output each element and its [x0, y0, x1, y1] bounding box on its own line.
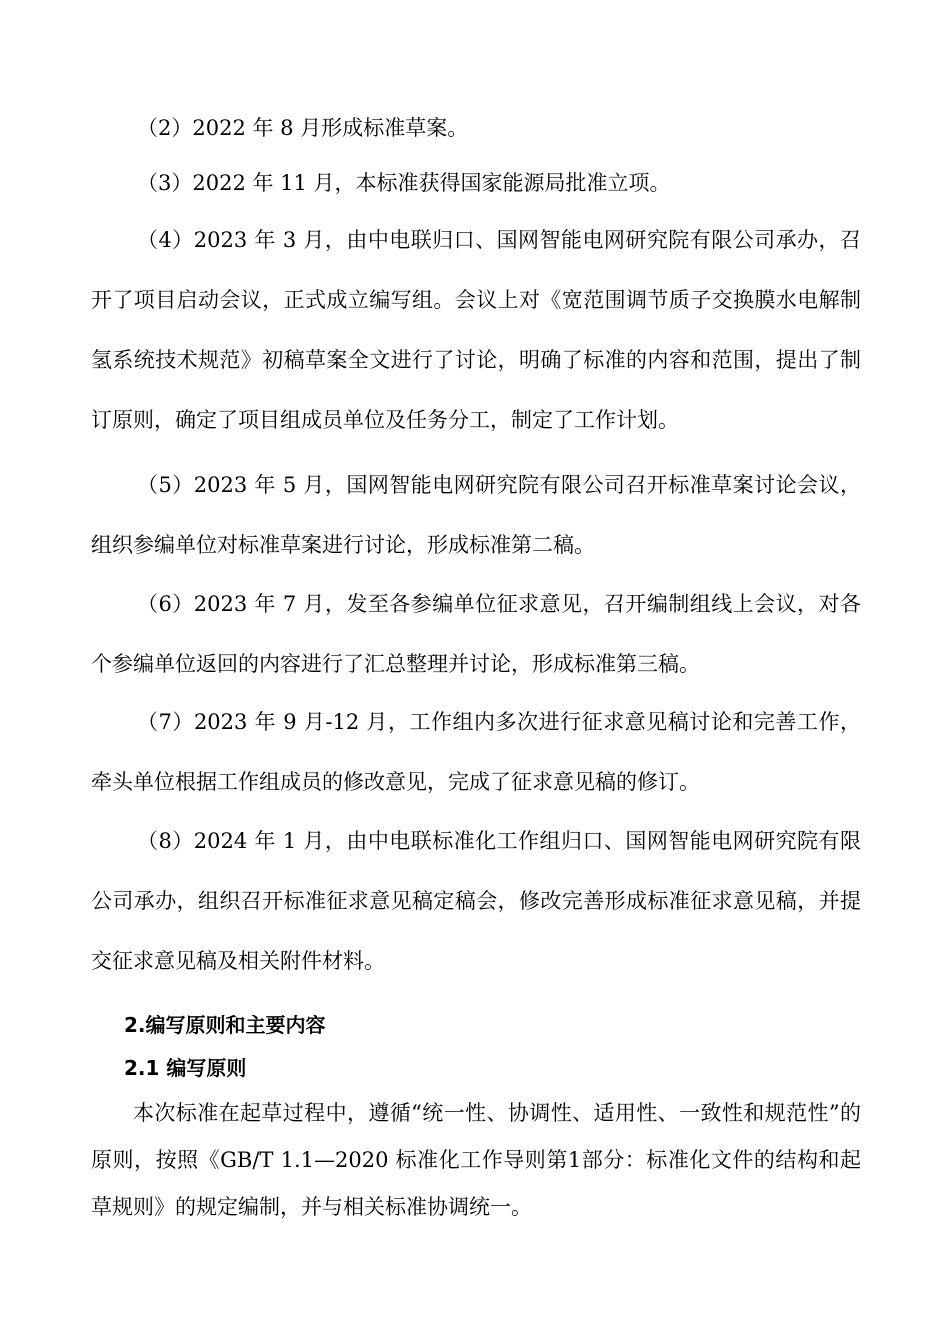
paragraph-item-5: （5）2023 年 5 月，国网智能电网研究院有限公司召开标准草案讨论会议，组织参编单位对标准草案进行讨论，形成标准第二稿。 — [91, 473, 861, 557]
section-heading: 2.编写原则和主要内容 — [124, 1013, 326, 1037]
paragraph-item-8: （8）2024 年 1 月，由中电联标准化工作组归口、国网智能电网研究院有限公司承办，组织召开标准征求意见稿定稿会，修改完善形成标准征求意见稿，并提交征求意见稿及相关附件材料。 — [91, 829, 861, 973]
paragraph-item-6: （6）2023 年 7 月，发至各参编单位征求意见，召开编制组线上会议，对各个参编单位返回的内容进行了汇总整理并讨论，形成标准第三稿。 — [91, 592, 861, 676]
paragraph-item-2: （2）2022 年 8 月形成标准草案。 — [137, 116, 469, 140]
paragraph-item-4: （4）2023 年 3 月，由中电联归口、国网智能电网研究院有限公司承办，召开了项目启动会议，正式成立编写组。会议上对《宽范围调节质子交换膜水电解制氢系统技术规范》初稿草案全文进行了讨论，明确了标准的内容和范围，提出了制订原则，确定了项目组成员单位及任务分工，制定了工作计划。 — [91, 228, 861, 432]
principle-paragraph: 本次标准在起草过程中，遵循“统一性、协调性、适用性、一致性和规范性”的原则，按照《GB/T 1.1—2020 标准化工作导则第1部分：标准化文件的结构和起草规则》的规定编制，并与相关标准协调统一。 — [91, 1101, 861, 1219]
subsection-heading: 2.1 编写原则 — [124, 1056, 247, 1080]
paragraph-item-7: （7）2023 年 9 月-12 月，工作组内多次进行征求意见稿讨论和完善工作，牵头单位根据工作组成员的修改意见，完成了征求意见稿的修订。 — [91, 710, 861, 794]
paragraph-item-3: （3）2022 年 11 月，本标准获得国家能源局批准立项。 — [137, 171, 671, 195]
